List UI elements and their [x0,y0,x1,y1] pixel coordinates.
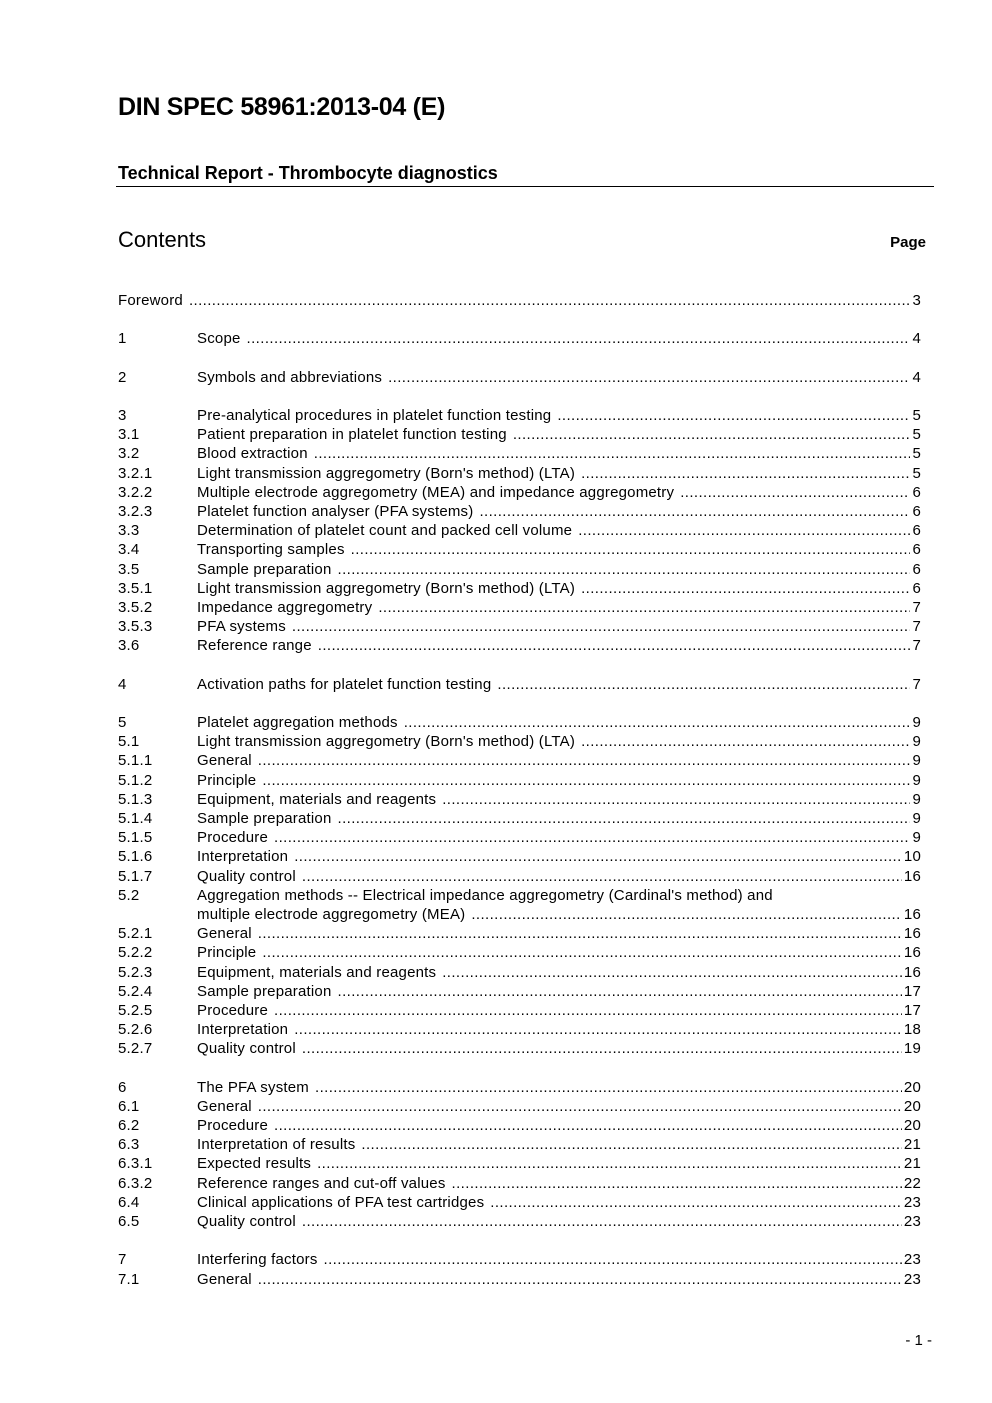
toc-entry-title: Transporting samples [197,541,345,559]
toc-entry-title: General [197,1270,252,1288]
toc-leader-dots [452,1174,902,1193]
toc-entry-title: Interpretation [197,848,289,866]
toc-entry-number: 5.2.2 [118,944,153,962]
toc-entry[interactable] [118,502,921,521]
toc-entry-title: Expected results [197,1155,312,1173]
toc-entry-page: 4 [912,368,921,386]
toc-entry-number: 5.1 [118,733,140,751]
toc-leader-dots [497,675,910,694]
toc-leader-dots [479,502,910,521]
toc-leader-dots [338,560,911,579]
toc-entry-page: 6 [912,503,921,521]
toc-entry-title: Scope [197,330,241,348]
toc-entry-title: General [197,752,252,770]
toc-entry[interactable] [118,1097,921,1116]
toc-leader-dots [302,1212,902,1231]
toc-leader-dots [317,1154,902,1173]
toc-entry-page: 16 [903,944,921,962]
toc-entry-number: 1 [118,330,127,348]
toc-entry-number: 5.1.5 [118,829,153,847]
toc-leader-dots [442,963,902,982]
toc-entry[interactable] [118,291,921,310]
toc-entry[interactable] [118,828,921,847]
toc-leader-dots [318,636,911,655]
toc-entry-title: Foreword [118,291,183,309]
toc-entry[interactable] [118,579,921,598]
toc-entry-title: Pre-analytical procedures in platelet function testing [197,407,552,425]
toc-entry-number: 3.5.3 [118,618,153,636]
toc-entry-title: Sample preparation [197,810,332,828]
toc-entry-title: Symbols and abbreviations [197,368,383,386]
toc-entry[interactable] [118,847,921,866]
toc-entry-number: 3.5.2 [118,598,153,616]
toc-entry-number: 5.2.4 [118,982,153,1000]
toc-entry-title: Procedure [197,1117,269,1135]
toc-entry-title: Quality control [197,867,296,885]
toc-entry-page: 23 [903,1212,921,1230]
toc-entry-number: 3.6 [118,637,140,655]
toc-entry-page: 7 [912,637,921,655]
toc-entry[interactable] [118,1078,921,1097]
toc-leader-dots [578,521,910,540]
toc-entry-page: 9 [912,810,921,828]
toc-entry[interactable] [118,713,921,732]
toc-entry-page: 21 [903,1136,921,1154]
toc-entry-page: 5 [912,407,921,425]
toc-entry-page: 5 [912,464,921,482]
toc-entry-title: Principle [197,771,257,789]
toc-entry-title: Procedure [197,829,269,847]
toc-entry-title: Platelet aggregation methods [197,714,398,732]
toc-leader-dots [274,1001,902,1020]
toc-entry-number: 5.2 [118,886,140,904]
toc-entry-title: Light transmission aggregometry (Born's method) (LTA) [197,464,576,482]
toc-entry-page: 16 [903,963,921,981]
toc-entry-number: 5.1.2 [118,771,153,789]
toc-entry-page: 9 [912,733,921,751]
toc-leader-dots [388,368,910,387]
toc-entry[interactable] [118,598,921,617]
toc-entry-number: 5.1.4 [118,810,153,828]
toc-entry-number: 5.2.6 [118,1021,153,1039]
page-column-heading: Page [890,234,926,251]
toc-leader-dots [258,924,902,943]
toc-entry-title-continuation: multiple electrode aggregometry (MEA) [197,905,466,923]
toc-leader-dots [262,943,902,962]
toc-entry[interactable] [118,1135,921,1154]
toc-entry-title: Determination of platelet count and packed cell volume [197,522,573,540]
toc-entry-title: Light transmission aggregometry (Born's method) (LTA) [197,579,576,597]
toc-entry-page: 4 [912,330,921,348]
toc-entry-title: Light transmission aggregometry (Born's method) (LTA) [197,733,576,751]
toc-entry-number: 5.2.5 [118,1001,153,1019]
toc-entry[interactable] [118,1039,921,1058]
toc-entry-number: 5 [118,714,127,732]
toc-leader-dots [294,1020,902,1039]
toc-entry-page: 17 [903,1001,921,1019]
toc-entry-number: 3.1 [118,426,140,444]
toc-entry-page: 16 [903,867,921,885]
toc-entry-page: 21 [903,1155,921,1173]
toc-leader-dots [513,425,911,444]
toc-leader-dots [361,1135,901,1154]
toc-entry[interactable] [118,732,921,751]
toc-entry-title: Interpretation [197,1021,289,1039]
toc-entry-page: 9 [912,714,921,732]
toc-entry[interactable] [118,982,921,1001]
toc-entry-title: Sample preparation [197,560,332,578]
toc-entry-number: 5.1.1 [118,752,153,770]
toc-entry[interactable] [118,809,921,828]
toc-entry-page: 18 [903,1021,921,1039]
toc-entry-number: 3 [118,407,127,425]
toc-entry-page: 23 [903,1193,921,1211]
toc-entry-page: 7 [912,618,921,636]
toc-entry[interactable] [118,1174,921,1193]
toc-entry[interactable] [118,1193,921,1212]
toc-entry[interactable] [118,1270,921,1289]
toc-entry-title: General [197,1097,252,1115]
toc-entry[interactable] [118,540,921,559]
toc-entry-page: 9 [912,752,921,770]
toc-entry[interactable] [118,560,921,579]
toc-entry-title: Multiple electrode aggregometry (MEA) and impedance aggregometry [197,483,675,501]
toc-entry-number: 6.1 [118,1097,140,1115]
toc-entry-number: 3.2 [118,445,140,463]
toc-entry[interactable] [118,521,921,540]
toc-entry-number: 5.1.6 [118,848,153,866]
toc-entry-number: 3.2.1 [118,464,153,482]
toc-leader-dots [351,540,911,559]
toc-entry-number: 6.3.1 [118,1155,153,1173]
toc-leader-dots [189,291,910,310]
toc-entry[interactable] [118,368,921,387]
toc-leader-dots [490,1193,902,1212]
toc-entry-title: Clinical applications of PFA test cartridges [197,1193,485,1211]
toc-entry-number: 6.3 [118,1136,140,1154]
toc-entry[interactable] [118,445,921,464]
toc-entry-number: 3.3 [118,522,140,540]
toc-entry-page: 6 [912,579,921,597]
toc-leader-dots [258,1270,902,1289]
toc-entry-number: 5.2.3 [118,963,153,981]
toc-entry[interactable] [118,1212,921,1231]
toc-entry[interactable] [118,963,921,982]
toc-entry-number: 6 [118,1078,127,1096]
toc-leader-dots [262,771,910,790]
toc-leader-dots [324,1250,902,1269]
toc-entry-number: 6.3.2 [118,1174,153,1192]
toc-leader-dots [442,790,910,809]
toc-leader-dots [247,329,911,348]
toc-entry[interactable] [118,329,921,348]
footer-page-number: - 1 - [905,1332,932,1349]
toc-entry-number: 5.2.1 [118,925,153,943]
toc-entry-title: PFA systems [197,618,286,636]
toc-entry-page: 23 [903,1270,921,1288]
title-rule [116,186,934,187]
toc-entry-page: 23 [903,1251,921,1269]
toc-entry-title: Quality control [197,1040,296,1058]
toc-leader-dots [292,617,911,636]
toc-leader-dots [581,732,910,751]
toc-entry-page: 6 [912,560,921,578]
toc-entry-title: Interfering factors [197,1251,318,1269]
toc-entry-title: The PFA system [197,1078,310,1096]
toc-leader-dots [338,982,902,1001]
toc-entry-title: General [197,925,252,943]
toc-leader-dots [338,809,911,828]
toc-entry[interactable] [118,1001,921,1020]
toc-entry-number: 5.1.3 [118,790,153,808]
toc-entry[interactable] [118,406,921,425]
toc-entry[interactable] [118,1020,921,1039]
toc-entry-title: Sample preparation [197,982,332,1000]
toc-entry-continuation[interactable] [118,905,921,924]
toc-entry-page: 7 [912,675,921,693]
toc-leader-dots [581,579,910,598]
toc-entry-number: 5.2.7 [118,1040,153,1058]
toc-entry[interactable] [118,464,921,483]
toc-entry-title: Procedure [197,1001,269,1019]
toc-entry-page: 16 [903,925,921,943]
toc-entry-number: 7 [118,1251,127,1269]
toc-entry-title: Reference ranges and cut-off values [197,1174,446,1192]
toc-entry[interactable] [118,636,921,655]
toc-leader-dots [258,1097,902,1116]
toc-entry-number: 3.4 [118,541,140,559]
toc-leader-dots [314,444,911,463]
toc-entry-number: 6.2 [118,1117,140,1135]
toc-entry-page: 6 [912,483,921,501]
toc-leader-dots [557,406,910,425]
toc-entry[interactable] [118,675,921,694]
toc-entry-page: 9 [912,771,921,789]
toc-leader-dots [581,464,910,483]
table-of-contents [118,291,921,1289]
toc-entry[interactable] [118,1250,921,1269]
toc-entry[interactable] [118,943,921,962]
toc-entry[interactable] [118,752,921,771]
toc-entry-title: Impedance aggregometry [197,598,373,616]
toc-leader-dots [294,847,902,866]
toc-entry-title: Blood extraction [197,445,308,463]
toc-entry-number: 3.2.3 [118,503,153,521]
toc-entry-page: 6 [912,522,921,540]
toc-entry-number: 3.5.1 [118,579,153,597]
document-subtitle: Technical Report - Thrombocyte diagnostics [118,163,498,183]
toc-entry-page: 19 [903,1040,921,1058]
toc-entry-title: Patient preparation in platelet function testing [197,426,507,444]
toc-entry-page: 17 [903,982,921,1000]
toc-entry-number: 6.4 [118,1193,140,1211]
toc-entry-number: 4 [118,675,127,693]
toc-entry[interactable] [118,425,921,444]
toc-entry-number: 3.2.2 [118,483,153,501]
toc-entry-page: 6 [912,541,921,559]
toc-entry-page: 5 [912,445,921,463]
toc-entry-page: 20 [903,1117,921,1135]
toc-entry-title: Principle [197,944,257,962]
toc-entry-title: Activation paths for platelet function testing [197,675,492,693]
toc-entry-page: 10 [903,848,921,866]
toc-entry[interactable] [118,1116,921,1135]
toc-entry-title: Reference range [197,637,312,655]
contents-heading: Contents [118,227,207,252]
toc-leader-dots [302,1039,902,1058]
toc-entry-number: 6.5 [118,1212,140,1230]
toc-entry[interactable] [118,886,921,905]
toc-leader-dots [302,867,902,886]
toc-leader-dots [471,905,902,924]
toc-entry[interactable] [118,617,921,636]
toc-entry-title: Equipment, materials and reagents [197,790,437,808]
document-title: DIN SPEC 58961:2013-04 (E) [118,93,446,121]
toc-entry-number: 2 [118,368,127,386]
toc-entry-title: Interpretation of results [197,1136,356,1154]
toc-leader-dots [378,598,910,617]
toc-entry-number: 5.1.7 [118,867,153,885]
toc-leader-dots [680,483,910,502]
toc-entry-number: 3.5 [118,560,140,578]
toc-entry-number: 7.1 [118,1270,140,1288]
toc-leader-dots [274,828,910,847]
toc-entry-title: Platelet function analyser (PFA systems) [197,503,474,521]
toc-entry[interactable] [118,771,921,790]
toc-entry-title: Equipment, materials and reagents [197,963,437,981]
toc-leader-dots [315,1078,902,1097]
toc-entry-page: 9 [912,829,921,847]
toc-entry-page: 3 [912,291,921,309]
toc-entry-title: Aggregation methods -- Electrical impedance aggregometry (Cardinal's method) and [197,886,773,904]
toc-entry-page: 20 [903,1097,921,1115]
toc-entry[interactable] [118,790,921,809]
toc-entry-title: Quality control [197,1212,296,1230]
toc-entry[interactable] [118,867,921,886]
toc-leader-dots [274,1116,902,1135]
toc-entry-page: 9 [912,790,921,808]
toc-entry[interactable] [118,483,921,502]
toc-leader-dots [404,713,911,732]
toc-entry-page: 5 [912,426,921,444]
toc-entry[interactable] [118,924,921,943]
toc-entry-page: 22 [903,1174,921,1192]
toc-entry[interactable] [118,1154,921,1173]
toc-entry-page: 16 [903,905,921,923]
toc-entry-page: 20 [903,1078,921,1096]
toc-entry-page: 7 [912,598,921,616]
toc-leader-dots [258,751,911,770]
